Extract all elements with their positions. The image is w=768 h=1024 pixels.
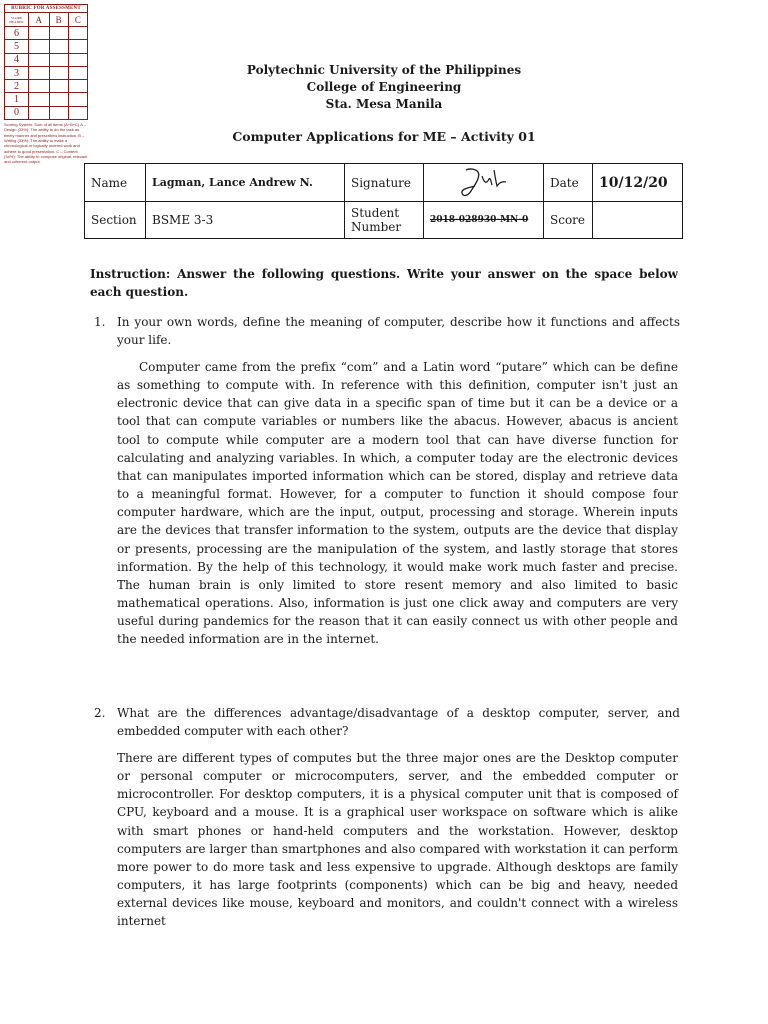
- rubric-cell[interactable]: [49, 27, 68, 40]
- question-text: In your own words, define the meaning of computer, describe how it functions and affects your life.: [117, 315, 680, 347]
- rubric-cell[interactable]: [49, 40, 68, 53]
- rubric-cell[interactable]: [29, 40, 50, 53]
- instruction-text: Instruction: Answer the following questions. Write your answer on the space below each question.: [90, 267, 678, 299]
- location: Sta. Mesa Manila: [325, 97, 443, 111]
- name-value[interactable]: Lagman, Lance Andrew N.: [146, 164, 345, 202]
- rubric-score: 0: [5, 106, 29, 119]
- rubric-score: 5: [5, 40, 29, 53]
- rubric-col-b: B: [49, 13, 68, 27]
- rubric-title: RUBRIC FOR ASSESSMENT: [5, 5, 88, 13]
- name-label: Name: [85, 164, 146, 202]
- section-label: Section: [85, 202, 146, 239]
- activity-title: Computer Applications for ME – Activity 01: [232, 129, 536, 144]
- rubric-col-c: C: [68, 13, 87, 27]
- rubric-col-a: A: [29, 13, 50, 27]
- question-1: [90, 313, 680, 349]
- section-value[interactable]: BSME 3-3: [146, 202, 345, 239]
- rubric-score-header: SCORE HEADER: [5, 13, 29, 27]
- signature-label: Signature: [345, 164, 424, 202]
- rubric-notes: Scoring System: Sum of all items (A+B+C) A – Design (33%): The ability to do the task as timely manner and prescribed instruction. B – Writing (33%): The ability to make a chronological or logically ordered work and adhere to good presentation. C – Content (34%): The ability to compose original, relevant and coherent output.: [4, 122, 88, 165]
- rubric-score: 3: [5, 66, 29, 79]
- rubric-cell[interactable]: [68, 40, 87, 53]
- rubric-score: 2: [5, 80, 29, 93]
- score-value[interactable]: [593, 202, 683, 239]
- student-number-label: Student Number: [345, 202, 424, 239]
- student-number-value[interactable]: 2018-028930-MN-0: [424, 202, 544, 239]
- signature-icon: [430, 164, 530, 198]
- question-number: 2.: [94, 706, 106, 720]
- answer-2[interactable]: There are different types of computes but the three major ones are the Desktop computer or personal computer or microcomputers, server, and the embedded computer or microcontroller. For desktop computers, it is a physical computer unit that is composed of CPU, keyboard and a mouse. It is a graphical user workspace on software which is alike with smart phones or hand-held computers and the workstation. However, desktop computers are larger than smartphones and also compared with workstation it can perform more power to do more task and less expensive to upgrade. Although desktops are family computers, it has large footprints (components) which can be big and heavy, needed external devices like mouse, keyboard and monitors, and couldn't connect with a wireless internet: [117, 751, 678, 929]
- date-value[interactable]: 10/12/20: [593, 164, 683, 202]
- university-name: Polytechnic University of the Philippines: [246, 63, 522, 77]
- rubric-score: 6: [5, 27, 29, 40]
- rubric-score: 1: [5, 93, 29, 106]
- student-info-table: [84, 163, 683, 239]
- rubric-cell[interactable]: [29, 27, 50, 40]
- college-name: College of Engineering: [306, 80, 462, 94]
- rubric-score: 4: [5, 53, 29, 66]
- rubric-cell[interactable]: [68, 27, 87, 40]
- score-label: Score: [544, 202, 593, 239]
- question-2: [90, 704, 680, 740]
- answer-1[interactable]: Computer came from the prefix “com” and a Latin word “putare” which can be define as something to compute with. In reference with this definition, computer isn't just an electronic device that can give data in a specific span of time but it can be a device or a tool that can compute variables or numbers like the abacus. However, abacus is ancient tool to compute while computer are a modern tool that can have diverse function for calculating and analyzing variables. In which, a computer today are the electronic devices that can manipulates imported information which can be stored, display and retrieve data to a meaningful format. However, for a computer to function it should compose four computer hardware, which are the input, output, processing and storage. Wherein inputs are the devices that transfer information to the system, outputs are the device that display or presents, processing are the manipulation of the system, and lastly storage that stores information. By the help of this technology, it would make work much faster and precise. The human brain is only limited to store resent memory and also limited to basic mathematical operations. Also, information is just one click away and computers are very useful during pandemics for the reason that it can easily connect us with other people and the needed information are in the internet.: [117, 360, 678, 647]
- date-label: Date: [544, 164, 593, 202]
- question-text: What are the differences advantage/disadvantage of a desktop computer, server, and embedded computer with each other?: [117, 706, 680, 738]
- signature-field[interactable]: [424, 164, 544, 202]
- question-number: 1.: [94, 315, 106, 329]
